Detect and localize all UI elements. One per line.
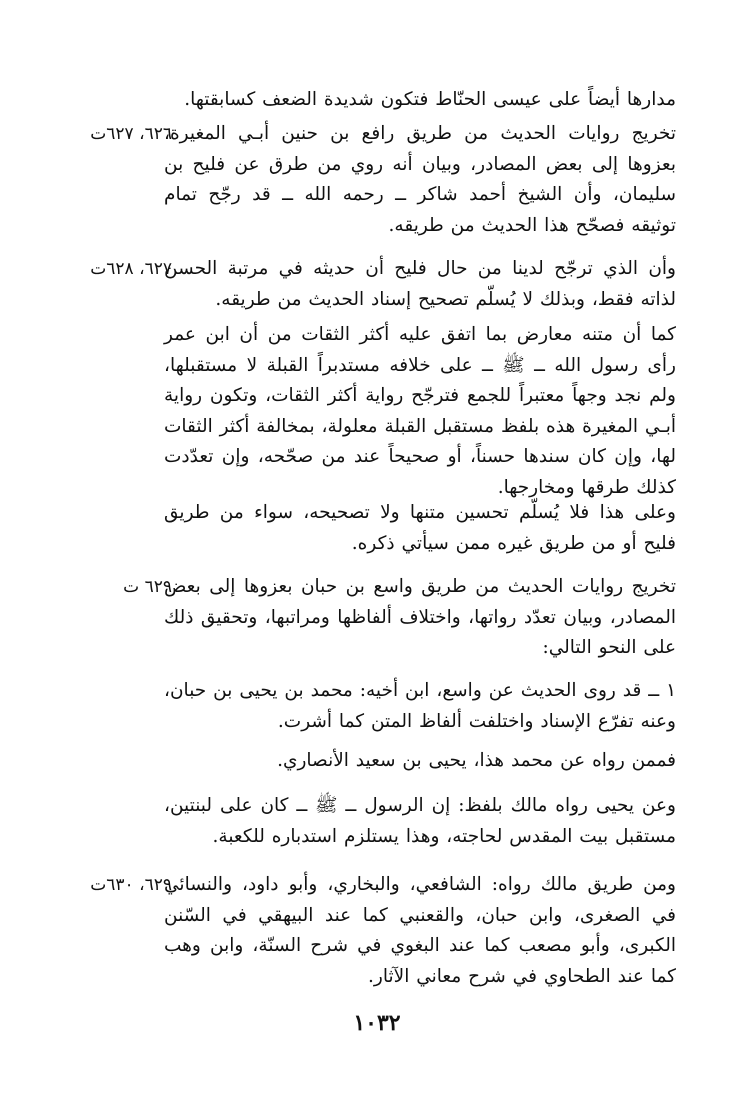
paragraph-7: ١ ــ قد روى الحديث عن واسع، ابن أخيه: محمد بن يحيى بن حبان، وعنه تفرّع الإسناد واختلفت ألفاظ المتن كما أشرت. (164, 680, 676, 732)
paragraph-1: مدارها أيضاً على عيسى الحنّاط فتكون شديدة الضعف كسابقتها. (184, 89, 676, 110)
paragraph-10: ومن طريق مالك رواه: الشافعي، والبخاري، وأبو داود، والنسائي في الصغرى، وابن حبان، والقعنبي كما عند البيهقي في السّنن الكبرى، وأبو مصعب كما عند البغوي في شرح السنّة، وابن وهب كما عند الطحاوي في شرح معاني الآثار. (164, 874, 676, 987)
margin-ref-3: ٦٢٩ ت (123, 577, 172, 597)
margin-ref-2: ٦٢٧، ٦٢٨ت (90, 259, 172, 279)
page-number: ١٠٣٢ (353, 1010, 401, 1036)
paragraph-6: تخريج روايات الحديث من طريق واسع بن حبان بعزوها إلى بعض المصادر، وبيان تعدّد رواتها، واختلاف ألفاظها ومراتبها، وتحقيق ذلك على النحو التالي: (164, 576, 676, 658)
margin-ref-1: ٦٢٦، ٦٢٧ت (90, 124, 172, 144)
paragraph-9: وعن يحيى رواه مالك بلفظ: إن الرسول ــ ﷺ ــ كان على لبنتين، مستقبل بيت المقدس لحاجته، وهذا يستلزم استدباره للكعبة. (164, 795, 676, 847)
paragraph-4: كما أن متنه معارض بما اتفق عليه أكثر الثقات من أن ابن عمر رأى رسول الله ــ ﷺ ــ على خلافه مستدبراً القبلة لا مستقبلها، ولم نجد وجهاً معتبراً للجمع فترجّح رواية أكثر الثقات، وتكون رواية أبـي المغيرة هذه بلفظ مستقبل القبلة معلولة، بمخالفة أكثر الثقات لها، وإن كان سندها حسناً، أو صحيحاً عند من صحّحه، وإن تعدّدت كذلك طرقها ومخارجها. (164, 324, 676, 498)
paragraph-8: فممن رواه عن محمد هذا، يحيى بن سعيد الأنصاري. (277, 750, 676, 771)
margin-ref-4: ٦٢٩، ٦٣٠ت (90, 875, 172, 895)
paragraph-3: وأن الذي ترجّح لدينا من حال فليح أن حديثه في مرتبة الحسن لذاته فقط، وبذلك لا يُسلّم تصحيح إسناد الحديث من طريقه. (164, 258, 676, 310)
paragraph-2: تخريج روايات الحديث من طريق رافع بن حنين أبـي المغيرة، بعزوها إلى بعض المصادر، وبيان أنه روي من طرق عن فليح بن سليمان، وأن الشيخ أحمد شاكر ــ رحمه الله ــ قد رجّح تمام توثيقه فصحّح هذا الحديث من طريقه. (164, 123, 676, 236)
paragraph-5: وعلى هذا فلا يُسلّم تحسين متنها ولا تصحيحه، سواء من طريق فليح أو من طريق غيره ممن سيأتي ذكره. (164, 502, 676, 554)
